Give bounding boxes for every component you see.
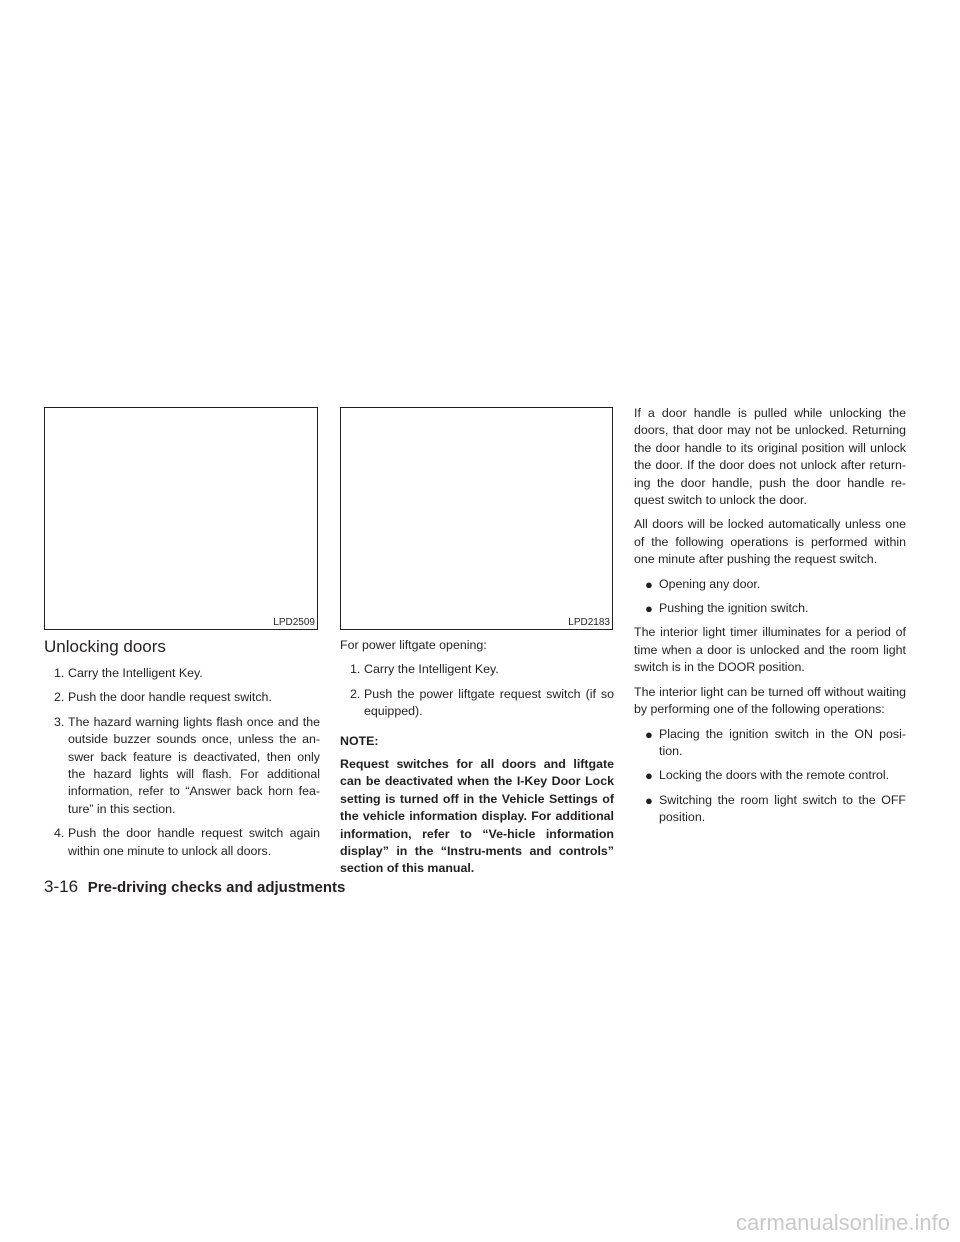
paragraph: All doors will be locked automatically unless one of the following operations is performed within one minute after pushing the request switch. xyxy=(634,517,906,567)
liftgate-intro: For power liftgate opening: xyxy=(340,638,487,652)
figure-code: LPD2509 xyxy=(273,617,315,628)
left-column xyxy=(44,637,320,867)
list-item xyxy=(44,825,320,860)
step-number: 4. xyxy=(54,826,65,841)
step-text: Carry the Intelligent Key. xyxy=(364,662,499,677)
step-text: Push the power liftgate request switch (if so equipped). xyxy=(364,686,614,719)
bullet-text: Locking the doors with the remote control. xyxy=(659,768,890,783)
bullet-icon: ● xyxy=(645,576,653,592)
bullet-icon: ● xyxy=(645,792,653,808)
note-label: NOTE: xyxy=(340,733,379,748)
list-item xyxy=(634,726,906,761)
bullet-text: Pushing the ignition switch. xyxy=(659,601,809,616)
step-number: 2. xyxy=(350,686,361,701)
list-item xyxy=(634,600,906,617)
chapter-title: Pre-driving checks and adjustments xyxy=(87,879,346,896)
paragraph: The interior light can be turned off without waiting by performing one of the following operations: xyxy=(634,684,906,717)
list-item xyxy=(634,792,906,827)
bullet-text: Switching the room light switch to the OFF position. xyxy=(659,792,906,825)
step-number: 1. xyxy=(350,662,361,677)
step-text: Carry the Intelligent Key. xyxy=(68,666,203,680)
middle-column xyxy=(340,637,614,878)
page-footer xyxy=(44,877,345,897)
list-item xyxy=(340,661,614,678)
list-item xyxy=(340,686,614,721)
list-item xyxy=(44,689,320,706)
step-text: Push the door handle request switch again within one minute to unlock all doors. xyxy=(68,826,320,858)
step-text: Push the door handle request switch. xyxy=(68,690,272,705)
step-number: 3. xyxy=(54,714,65,729)
operations-list xyxy=(634,576,906,618)
watermark: carmanualsonline.info xyxy=(735,1210,950,1235)
page-number: 3-16 xyxy=(44,877,79,896)
list-item xyxy=(634,576,906,593)
figure-code: LPD2183 xyxy=(568,617,610,628)
figure-lpd2509 xyxy=(44,407,318,630)
bullet-text: Placing the ignition switch in the ON posi-tion. xyxy=(659,726,906,758)
list-item xyxy=(44,714,320,818)
paragraph: If a door handle is pulled while unlocking the doors, that door may not be unlocked. Returning the door handle to its original position will unlock the door. If the door does not unlock after return-ing the door handle, push the door handle re-quest switch to unlock the door. xyxy=(634,406,906,508)
light-off-list xyxy=(634,726,906,827)
step-number: 1. xyxy=(54,666,65,680)
figure-lpd2183 xyxy=(340,407,613,630)
step-number: 2. xyxy=(54,690,65,705)
bullet-icon: ● xyxy=(645,726,653,742)
bullet-icon: ● xyxy=(645,601,653,617)
liftgate-steps xyxy=(340,661,614,720)
note-text: Request switches for all doors and liftgate can be deactivated when the I-Key Door Lock setting is turned off in the Vehicle Settings of the vehicle information display. For additional information, refer to “Ve-hicle information display” in the “Instru-ments and controls” section of this manual. xyxy=(340,757,614,876)
bullet-text: Opening any door. xyxy=(659,576,761,591)
list-item xyxy=(44,665,320,682)
unlock-steps xyxy=(44,665,320,860)
step-text: The hazard warning lights flash once and the outside buzzer sounds once, unless the an-swer back feature is deactivated, then only the hazard lights will flash. For additional information, refer to “Answer back horn fea-ture” in this section. xyxy=(68,714,320,816)
section-heading: Unlocking doors xyxy=(44,637,166,656)
right-column xyxy=(634,405,906,834)
bullet-icon: ● xyxy=(645,768,653,784)
list-item xyxy=(634,767,906,784)
paragraph: The interior light timer illuminates for a period of time when a door is unlocked and the room light switch is in the DOOR position. xyxy=(634,625,906,675)
